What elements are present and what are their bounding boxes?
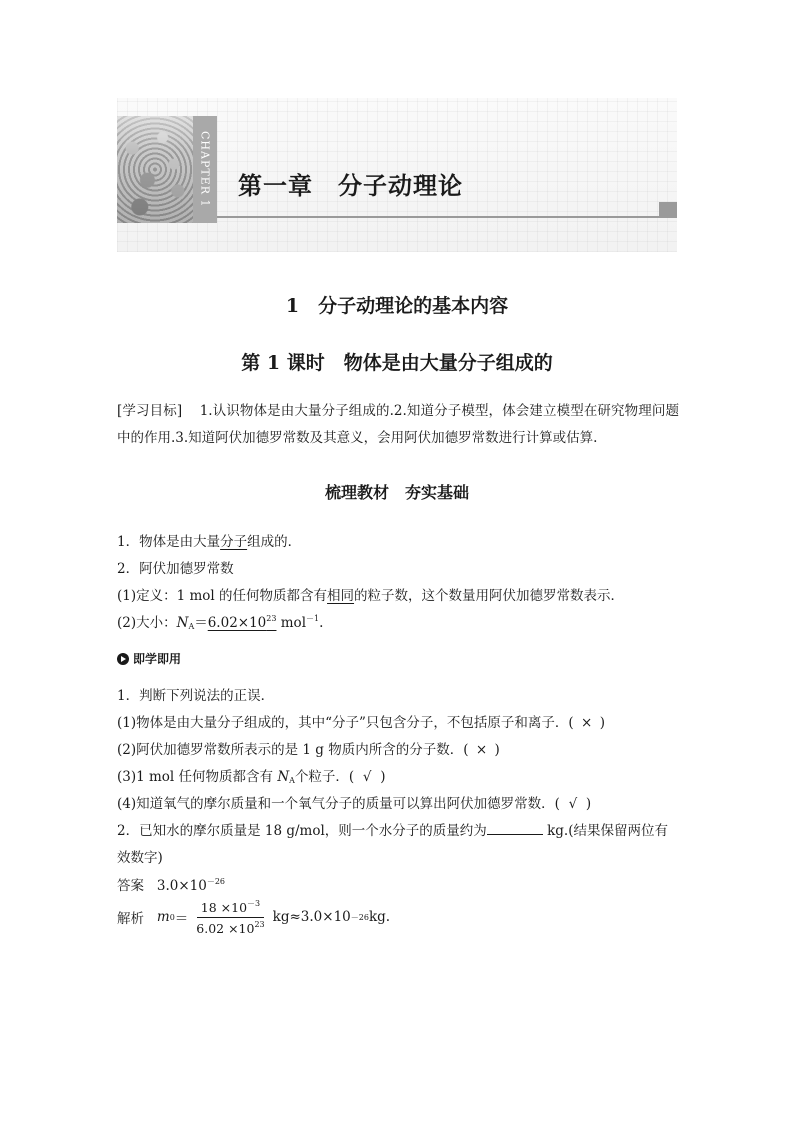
chapter-tab-label: CHAPTER 1 — [198, 131, 212, 208]
size-unit-exp: －1 — [306, 614, 320, 623]
q1-item-1-text: (1)物体是由大量分子组成的，其中“分子”只包含分子，不包括原子和离子．( — [117, 715, 574, 731]
q2 — [117, 818, 679, 872]
q1-item-2-mark: × — [475, 742, 488, 758]
analysis-result: kg≈3.0×10 — [272, 909, 351, 925]
analysis-eq: ＝ — [174, 911, 189, 927]
analysis-label: 解析 — [117, 911, 144, 927]
goals-text: 1.认识物体是由大量分子组成的.2.知道分子模型，体会建立模型在研究物理问题中的作用.3.知道阿伏加德罗常数及其意义，会用阿伏加德罗常数进行计算或估算. — [117, 403, 679, 446]
definition-prefix: (1)定义：1 mol 的任何物质都含有 — [117, 588, 328, 604]
basics-item-2: 2．阿伏加德罗常数 — [117, 561, 234, 577]
q2-prefix: 2．已知水的摩尔质量是 18 g/mol，则一个水分子的质量约为 — [117, 823, 487, 839]
answer-line — [117, 874, 225, 894]
fraction-denominator: 6.02 ×10 — [196, 921, 255, 936]
definition-suffix: 的粒子数，这个数量用阿伏加德罗常数表示． — [354, 588, 625, 604]
q1-item-4-close: ) — [585, 796, 592, 812]
basics-item-1-key: 分子 — [220, 534, 248, 550]
size-line — [117, 611, 323, 631]
answer-exp: －26 — [206, 877, 226, 886]
basics-heading: 梳理教材 夯实基础 — [324, 483, 469, 502]
learning-goals — [117, 398, 679, 452]
definition-key: 相同 — [327, 588, 355, 604]
size-symbol: N — [176, 615, 189, 631]
q1-item-3-text-b: 个粒子．( — [294, 769, 355, 785]
analysis-unit: kg. — [368, 909, 391, 925]
chapter-tab — [193, 116, 217, 223]
chapter-photo — [117, 116, 193, 223]
practice-label — [117, 650, 181, 667]
answer-label: 答案 — [117, 878, 144, 894]
size-symbol-sub: A — [188, 622, 195, 631]
q1-item-3-close: ) — [380, 769, 386, 785]
answer-value: 3.0×10 — [156, 878, 207, 894]
basics-item-1-prefix: 1．物体是由大量 — [117, 534, 221, 550]
size-end: . — [319, 615, 324, 631]
analysis-symbol-sub: 0 — [169, 912, 175, 922]
q1-item-3 — [117, 765, 386, 785]
analysis-fraction — [192, 898, 268, 936]
fraction-numerator: 18 ×10 — [200, 900, 248, 915]
analysis-symbol: m — [156, 909, 170, 925]
q1-item-2 — [117, 738, 500, 758]
q1-item-3-mark: √ — [362, 769, 372, 785]
banner-accent-block — [659, 202, 677, 216]
play-circle-icon — [117, 653, 129, 665]
q1-item-4-mark: √ — [568, 796, 578, 812]
size-eq: ＝ — [194, 615, 208, 631]
section-title: 1 分子动理论的基本内容 — [285, 295, 509, 317]
size-value: 6.02×10 — [207, 615, 267, 631]
q2-answer-blank — [487, 822, 543, 835]
q1-item-4 — [117, 792, 591, 812]
goals-tag: [学习目标] — [117, 403, 183, 419]
fraction-numerator-exp: －3 — [247, 899, 261, 908]
q1-item-1-mark: × — [581, 715, 593, 731]
definition-line — [117, 584, 624, 604]
q1-item-4-text: (4)知道氧气的摩尔质量和一个氧气分子的质量可以算出阿伏加德罗常数．( — [117, 796, 560, 812]
analysis-result-exp: －26 — [350, 912, 369, 922]
q1-item-1-close: ) — [599, 715, 605, 731]
banner-divider — [217, 216, 677, 218]
fraction-denominator-exp: 23 — [254, 920, 265, 929]
q1-item-3-symbol: N — [277, 769, 290, 785]
analysis-line — [117, 898, 390, 936]
q2-suffix: kg.(结果保留两位有效数字) — [117, 823, 668, 866]
basics-item-1 — [117, 530, 301, 550]
chapter-title: 第一章 分子动理论 — [238, 172, 463, 200]
size-prefix: (2)大小： — [117, 615, 177, 631]
size-unit: mol — [276, 615, 307, 631]
q1-item-3-symbol-sub: A — [289, 776, 295, 785]
basics-item-1-suffix: 组成的． — [247, 534, 302, 550]
chapter-banner — [117, 98, 677, 252]
q1-item-2-text: (2)阿伏加德罗常数所表示的是 1 g 物质内所含的分子数．( — [117, 742, 469, 758]
practice-label-text: 即学即用 — [133, 652, 182, 666]
q1-stem: 1．判断下列说法的正误． — [117, 688, 275, 704]
q1-item-3-text-a: (3)1 mol 任何物质都含有 — [117, 769, 278, 785]
q1-item-1 — [117, 711, 605, 731]
q1-item-2-close: ) — [494, 742, 500, 758]
size-value-exp: 23 — [266, 614, 277, 623]
lesson-title: 第 1 课时 物体是由大量分子组成的 — [241, 352, 553, 374]
